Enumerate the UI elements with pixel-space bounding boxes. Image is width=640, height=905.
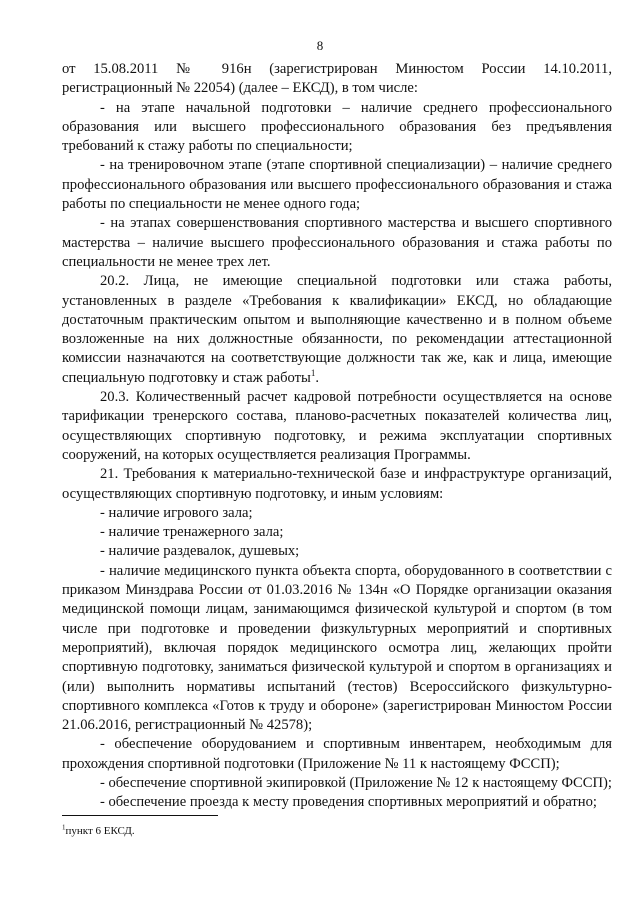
list-item: - наличие тренажерного зала; <box>100 524 284 541</box>
paragraph: от 15.08.2011 № 916н (зарегистрирован Минюстом России 14.10.2011, регистрационный № 22054) (далее – ЕКСД), в том числе: <box>62 61 612 97</box>
list-item: - обеспечение оборудованием и спортивным инвентарем, необходимым для прохождения спортивной подготовки (Приложение № 11 к настоящему ФССП); <box>62 736 612 772</box>
footnote-mark: 1 <box>62 823 66 832</box>
list-item: - на этапе начальной подготовки – наличие среднего профессионального образования или высшего профессионального образования без предъявления требований к стажу работы по специальности; <box>62 99 612 155</box>
footnote <box>62 824 612 838</box>
list-item: - обеспечение проезда к месту проведения спортивных мероприятий и обратно; <box>100 794 597 811</box>
list-item: - наличие медицинского пункта объекта спорта, оборудованного в соответствии с приказом Минздрава России от 01.03.2016 № 134н «О Порядке организации оказания медицинской помощи лицам, занимающимся физической культурой и спортом (в том числе при подготовке и проведении физкультурных мероприятий и спортивных мероприятий), включая порядок медицинского осмотра лиц, желающих пройти спортивную подготовку, заниматься физической культурой и спортом в организациях и (или) выполнить нормативы испытаний (тестов) Всероссийского физкультурно-спортивного комплекса «Готов к труду и обороне» (зарегистрирован Минюстом России 21.06.2016, регистрационный № 42578); <box>62 562 612 734</box>
footnote-text: пункт 6 ЕКСД. <box>65 825 135 837</box>
footnote-reference: 1 <box>310 367 316 378</box>
paragraph: 20.2. Лица, не имеющие специальной подготовки или стажа работы, установленных в разделе «Требования к квалификации» ЕКСД, но обладающие достаточным практическим опытом и выполняющие качественно и в полном объеме возложенные на них должностные обязанности, по рекомендации аттестационной комиссии назначаются на соответствующие должности так же, как и лица, имеющие специальную подготовку и стаж работы$^1$. <box>62 273 612 386</box>
list-item: - наличие раздевалок, душевых; <box>100 543 300 560</box>
paragraph: 20.3. Количественный расчет кадровой потребности осуществляется на основе тарификации тренерского состава, планово-расчетных показателей количества лиц, осуществляющих спортивную подготовку, и режима эксплуатации спортивных сооружений, на которых осуществляется реализация Программы. <box>62 389 612 463</box>
list-item: - наличие игрового зала; <box>100 504 253 521</box>
list-item: - на тренировочном этапе (этапе спортивной специализации) – наличие среднего профессионального образования или высшего профессионального образования и стажа работы по специальности не менее одного года; <box>62 157 612 213</box>
paragraph: 21. Требования к материально-технической базе и инфраструктуре организаций, осуществляющих спортивную подготовку, и иным условиям: <box>62 466 612 502</box>
body-text <box>62 60 612 813</box>
footnote-divider <box>62 815 218 816</box>
list-item: - обеспечение спортивной экипировкой (Приложение № 12 к настоящему ФССП); <box>100 774 612 791</box>
list-item: - на этапах совершенствования спортивного мастерства и высшего спортивного мастерства – наличие высшего профессионального образования и стажа работы по специальности не менее трех лет. <box>62 215 612 270</box>
page-number: 8 <box>316 38 324 53</box>
